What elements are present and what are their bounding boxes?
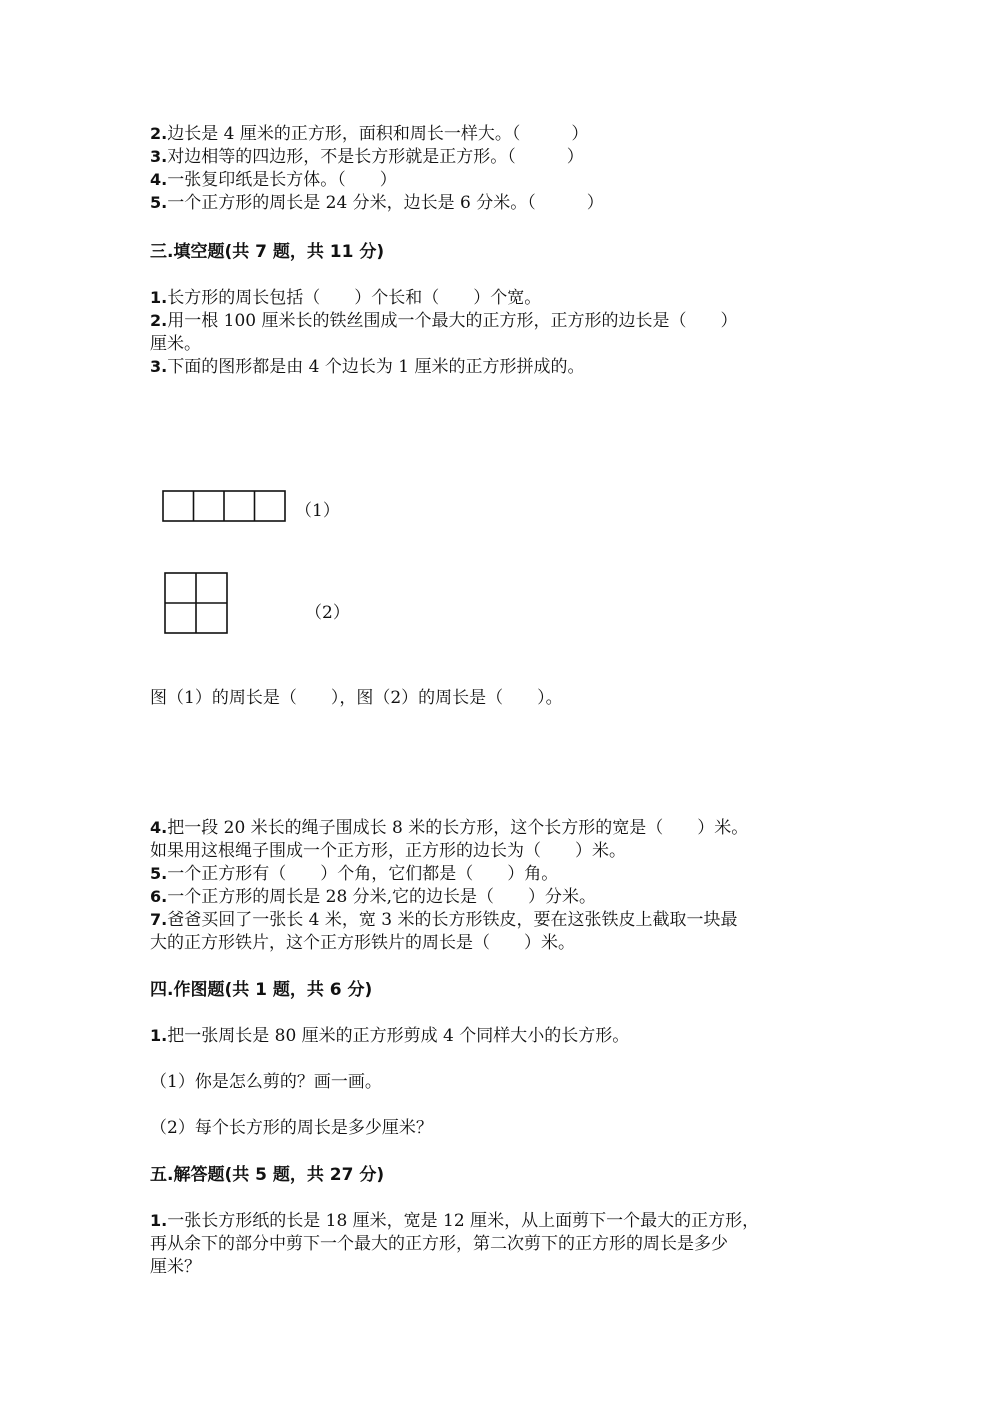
- question-text: 一个正方形的周长是 24 分米，边长是 6 分米。（ ）: [167, 193, 604, 213]
- fill-question-2-continued: 厘米。: [150, 334, 201, 354]
- question-text: 长方形的周长包括（ ）个长和（ ）个宽。: [167, 288, 542, 308]
- question-text: 把一段 20 米长的绳子围成长 8 米的长方形，这个长方形的宽是（ ）米。: [167, 818, 749, 838]
- figure-1-squares-row: [162, 490, 288, 524]
- question-number: 5.: [150, 193, 168, 212]
- question-text: 把一张周长是 80 厘米的正方形剪成 4 个同样大小的长方形。: [167, 1026, 630, 1046]
- question-text: 用一根 100 厘米长的铁丝围成一个最大的正方形，正方形的边长是（ ）: [167, 311, 738, 331]
- question-text: 一个正方形有（ ）个角，它们都是（ ）角。: [167, 864, 559, 884]
- question-number: 1.: [150, 1211, 168, 1230]
- question-text: 一个正方形的周长是 28 分米,它的边长是（ ）分米。: [167, 887, 597, 907]
- question-number: 3.: [150, 147, 168, 166]
- fill-question-2: [150, 310, 737, 332]
- question-number: 5.: [150, 864, 168, 883]
- question-text: 边长是 4 厘米的正方形，面积和周长一样大。（ ）: [167, 124, 589, 144]
- question-number: 2.: [150, 124, 168, 143]
- judge-question-4: [150, 169, 397, 191]
- question-number: 7.: [150, 910, 168, 929]
- question-number: 3.: [150, 357, 168, 376]
- answer-question-1-continued: 再从余下的部分中剪下一个最大的正方形，第二次剪下的正方形的周长是多少: [150, 1234, 728, 1254]
- figure-2-squares-grid: [164, 572, 230, 636]
- fill-question-1: [150, 287, 541, 309]
- draw-subquestion-1: （1）你是怎么剪的？画一画。: [150, 1072, 382, 1092]
- fill-question-3: [150, 356, 584, 378]
- draw-question-1: [150, 1025, 629, 1047]
- fill-question-4-continued: 如果用这根绳子围成一个正方形，正方形的边长为（ ）米。: [150, 841, 626, 861]
- section-heading-answer: 五.解答题(共 5 题，共 27 分): [150, 1165, 385, 1185]
- section-heading-fill: 三.填空题(共 7 题，共 11 分): [150, 242, 385, 262]
- section-heading-draw: 四.作图题(共 1 题，共 6 分): [150, 980, 373, 1000]
- fill-question-6: [150, 886, 596, 908]
- question-text: 爸爸买回了一张长 4 米，宽 3 米的长方形铁皮，要在这张铁皮上截取一块最: [167, 910, 738, 930]
- question-number: 1.: [150, 288, 168, 307]
- question-text: 对边相等的四边形，不是长方形就是正方形。（ ）: [167, 147, 584, 167]
- answer-question-1: [150, 1210, 759, 1232]
- fill-question-5: [150, 863, 558, 885]
- judge-question-3: [150, 146, 584, 168]
- question-number: 1.: [150, 1026, 168, 1045]
- fill-question-7-continued: 大的正方形铁片，这个正方形铁片的周长是（ ）米。: [150, 933, 575, 953]
- figure-2-label: （2）: [305, 603, 350, 623]
- answer-question-1-continued-2: 厘米？: [150, 1257, 201, 1277]
- question-number: 4.: [150, 170, 168, 189]
- question-number: 6.: [150, 887, 168, 906]
- fill-question-4: [150, 817, 748, 839]
- question-text: 一张复印纸是长方体。（ ）: [167, 170, 397, 190]
- judge-question-5: [150, 192, 604, 214]
- judge-question-2: [150, 123, 588, 145]
- question-number: 4.: [150, 818, 168, 837]
- question-text: 一张长方形纸的长是 18 厘米，宽是 12 厘米，从上面剪下一个最大的正方形，: [167, 1211, 760, 1231]
- question-text: 下面的图形都是由 4 个边长为 1 厘米的正方形拼成的。: [167, 357, 585, 377]
- figure-question: 图（1）的周长是（ ），图（2）的周长是（ ）。: [150, 688, 563, 708]
- figure-1-label: （1）: [295, 501, 340, 521]
- draw-subquestion-2: （2）每个长方形的周长是多少厘米？: [150, 1118, 433, 1138]
- fill-question-7: [150, 909, 737, 931]
- question-number: 2.: [150, 311, 168, 330]
